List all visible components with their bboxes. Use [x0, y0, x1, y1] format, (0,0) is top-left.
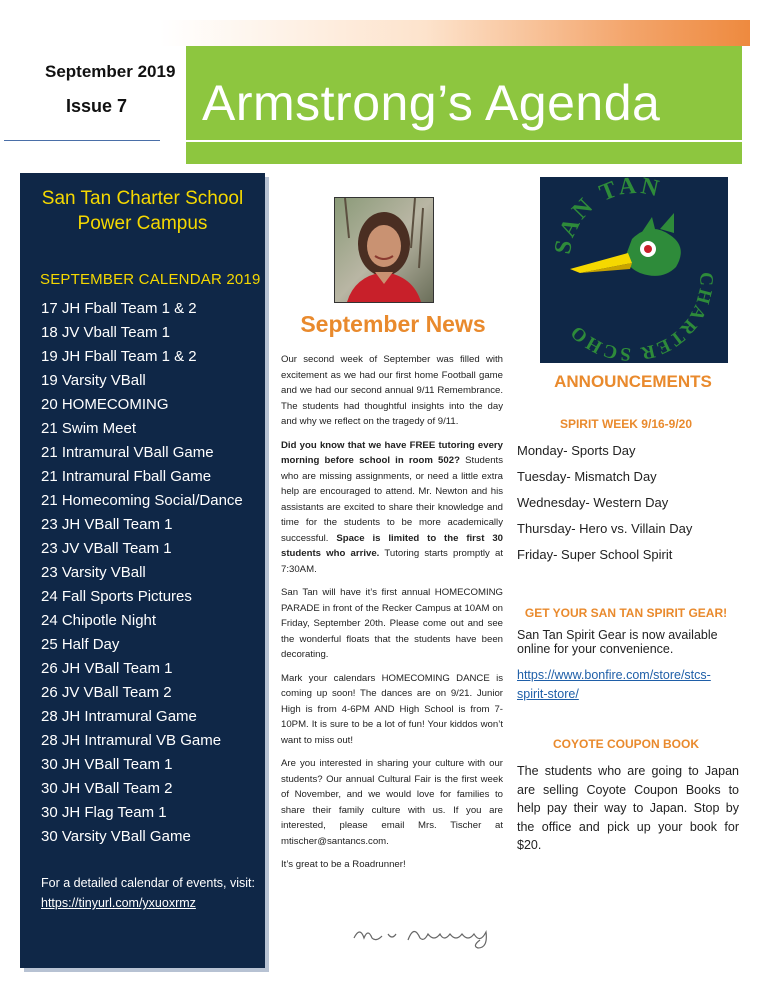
calendar-event: 19 Varsity VBall	[41, 372, 146, 389]
calendar-heading: SEPTEMBER CALENDAR 2019	[40, 271, 261, 288]
spirit-week-heading: SPIRIT WEEK 9/16-9/20	[559, 417, 693, 431]
school-logo	[540, 177, 728, 363]
header-gradient-bar	[160, 20, 750, 46]
coupon-book-text: The students who are going to Japan are selling Coyote Coupon Books to help pay their way to Japan. Stop by the office and pick up your book for $20.	[517, 764, 739, 852]
masthead-rule	[186, 140, 742, 142]
calendar-footer-text: For a detailed calendar of events, visit:	[41, 876, 256, 890]
tutoring-time: Tutoring starts promptly at 7:30AM.	[281, 548, 503, 575]
calendar-event: 21 Swim Meet	[41, 420, 137, 437]
calendar-event: 23 JH VBall Team 1	[41, 516, 173, 533]
news-closing: It’s great to be a Roadrunner!	[281, 859, 406, 870]
news-paragraph: Are you interested in sharing your culture with our students? Our annual Cultural Fair is the first week of November, and we would love for families to share their family culture with us. If you are interested, please email Mrs. Tischer at mtischer@santancs.com.	[281, 758, 503, 847]
issue-date: September 2019	[45, 62, 176, 81]
campus-name: Power Campus	[77, 213, 208, 234]
calendar-event: 28 JH Intramural Game	[41, 708, 197, 725]
calendar-event: 24 Chipotle Night	[41, 612, 157, 629]
spirit-week-list	[517, 438, 692, 568]
school-name: San Tan Charter School	[41, 188, 244, 209]
calendar-event: 20 HOMECOMING	[41, 396, 169, 413]
calendar-event: 21 Intramural Fball Game	[41, 468, 212, 485]
calendar-footer	[41, 873, 255, 913]
calendar-event: 21 Intramural VBall Game	[41, 444, 214, 461]
calendar-event: 23 JV VBall Team 1	[41, 540, 172, 557]
calendar-event: 19 JH Fball Team 1 & 2	[41, 348, 197, 365]
calendar-event: 21 Homecoming Social/Dance	[41, 492, 243, 509]
news-paragraph: Our second week of September was filled with excitement as we had our first home Football game and we had our second annual 9/11 Remembrance. The students had thoughtful insights into the day and why we reflect on the tragedy of 9/11.	[281, 354, 503, 427]
header-divider	[4, 140, 160, 141]
calendar-sidebar	[20, 173, 265, 968]
spirit-gear-text: San Tan Spirit Gear is now available online for your convenience.	[517, 628, 718, 656]
logo-top-text: SAN TAN	[549, 177, 665, 257]
tutoring-bold: Did you know that we have FREE tutoring every morning before school in room 502?	[281, 439, 503, 466]
news-paragraph-tutoring	[281, 438, 503, 578]
spirit-day: Friday- Super School Spirit	[517, 547, 673, 562]
svg-text:CHARTER SCHOOL	[540, 177, 716, 363]
calendar-event: 17 JH Fball Team 1 & 2	[41, 300, 197, 317]
calendar-event: 18 JV Vball Team 1	[41, 324, 170, 341]
news-paragraph: San Tan will have it’s first annual HOMECOMING PARADE in front of the Recker Campus at 10AM on Friday, September 20th. Please come out and see the wonderful floats that the students have been decorating.	[281, 587, 503, 660]
spirit-day: Thursday- Hero vs. Villain Day	[517, 521, 693, 536]
coupon-book-heading: COYOTE COUPON BOOK	[552, 737, 699, 751]
news-article	[281, 352, 503, 881]
logo-side-text: CHARTER SCHO	[565, 271, 717, 363]
spirit-gear-heading: GET YOUR SAN TAN SPIRIT GEAR!	[524, 606, 728, 620]
newsletter-title: Armstrong’s Agenda	[202, 75, 661, 131]
spirit-day: Monday- Sports Day	[517, 443, 636, 458]
calendar-event-list	[41, 297, 243, 849]
spirit-gear-link[interactable]: https://www.bonfire.com/store/stcs-spirit-store/	[517, 668, 711, 701]
calendar-event: 28 JH Intramural VB Game	[41, 732, 222, 749]
calendar-event: 30 Varsity VBall Game	[41, 828, 191, 845]
principal-photo	[334, 197, 434, 303]
calendar-event: 30 JH Flag Team 1	[41, 804, 167, 821]
calendar-event: 30 JH VBall Team 2	[41, 780, 173, 797]
issue-number: Issue 7	[66, 96, 128, 116]
calendar-event: 24 Fall Sports Pictures	[41, 588, 192, 605]
calendar-event: 25 Half Day	[41, 636, 120, 653]
tutoring-text: Students who are missing assignments, or need a little extra help are encouraged to attend. Mr. Newton and his assistants are excited to share their knowledge and time for the students to be more academically successful.	[281, 455, 503, 544]
announcements-heading: ANNOUNCEMENTS	[554, 372, 712, 391]
masthead	[186, 46, 742, 164]
signature	[348, 920, 508, 950]
spirit-day: Wednesday- Western Day	[517, 495, 669, 510]
news-title: September News	[300, 311, 486, 337]
calendar-event: 26 JH VBall Team 1	[41, 660, 173, 677]
tutoring-bold-limit: Space is limited to the first 30 students who arrive.	[281, 532, 503, 559]
spirit-day: Tuesday- Mismatch Day	[517, 469, 657, 484]
calendar-event: 30 JH VBall Team 1	[41, 756, 173, 773]
news-paragraph: Mark your calendars HOMECOMING DANCE is coming up soon! The dances are on 9/21. Junior High is from 4-6PM AND High School is from 7-10PM. It is sure to be a lot of fun! Your kiddos won’t want to miss out!	[281, 672, 503, 746]
calendar-event: 23 Varsity VBall	[41, 564, 146, 581]
calendar-link[interactable]: https://tinyurl.com/yxuoxrmz	[41, 896, 196, 910]
calendar-event: 26 JV VBall Team 2	[41, 684, 172, 701]
